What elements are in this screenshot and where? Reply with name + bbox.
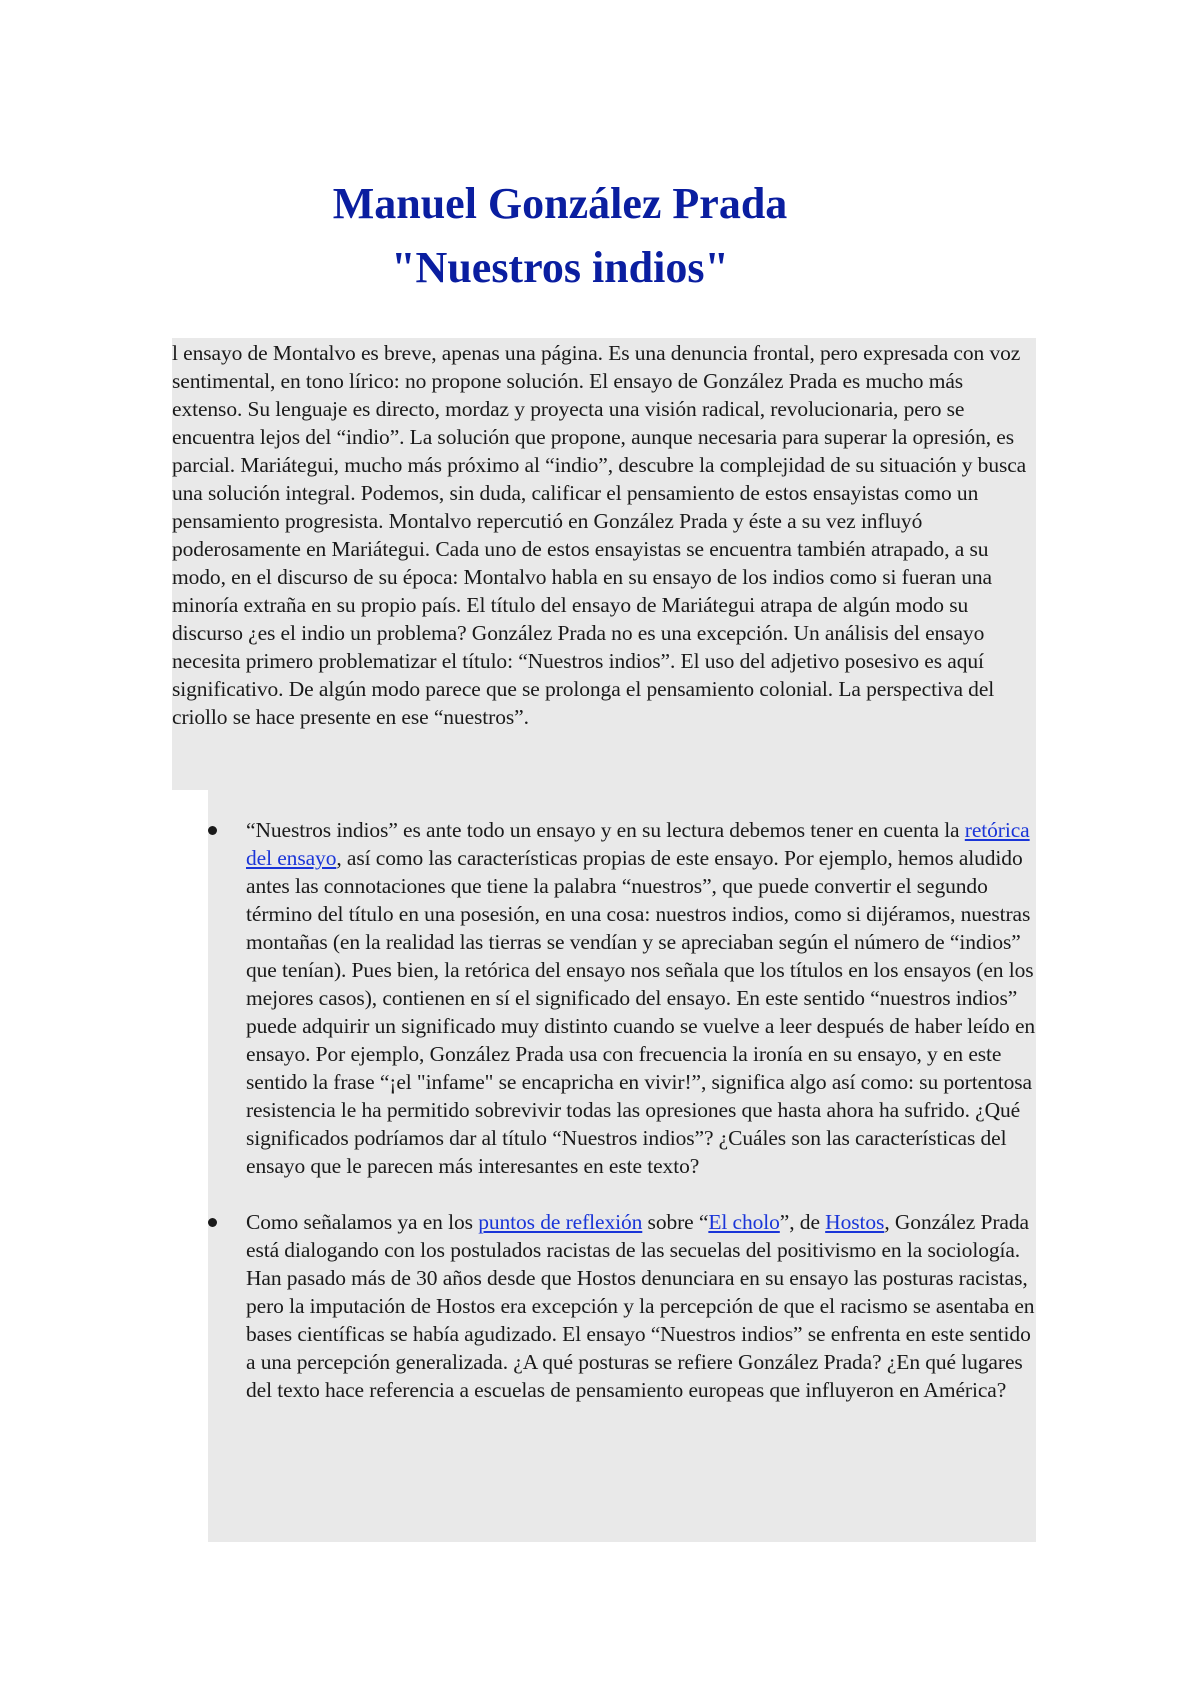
bullet-text-part: ”, de bbox=[779, 1210, 826, 1234]
list-item bbox=[208, 1208, 1038, 1404]
bullet-text-part: , González Prada está dialogando con los postulados racistas de las secuelas del positivismo en la sociología. Han pasado más de 30 años desde que Hostos denunciara en su ensayo las posturas racistas, pero la imputación de Hostos era excepción y la percepción de que el racismo se asentaba en bases científicas se había agudizado. El ensayo “Nuestros indios” se enfrenta en este sentido a una percepción generalizada. ¿A qué posturas se refiere González Prada? ¿En qué lugares del texto hace referencia a escuelas de pensamiento europeas que influyeron en América? bbox=[246, 1210, 1035, 1402]
bullet-text-start: “Nuestros indios” es ante todo un ensayo y en su lectura debemos tener en cuenta la bbox=[246, 818, 965, 842]
bullet-icon bbox=[208, 1218, 217, 1227]
link-puntos-de-reflexion[interactable]: puntos de reflexión bbox=[478, 1210, 643, 1234]
link-hostos[interactable]: Hostos bbox=[825, 1210, 885, 1234]
link-retorica-del-ensayo[interactable]: retórica del ensayo bbox=[246, 818, 1030, 870]
title-line-author: Manuel González Prada bbox=[332, 179, 788, 228]
page-title bbox=[0, 172, 1120, 300]
intro-paragraph: l ensayo de Montalvo es breve, apenas una página. Es una denuncia frontal, pero expresada con voz sentimental, en tono lírico: no propone solución. El ensayo de González Prada es mucho más extenso. Su lenguaje es directo, mordaz y proyecta una visión radical, revolucionaria, pero se encuentra lejos del “indio”. La solución que propone, aunque necesaria para superar la opresión, es parcial. Mariátegui, mucho más próximo al “indio”, descubre la complejidad de su situación y busca una solución integral. Podemos, sin duda, calificar el pensamiento de estos ensayistas como un pensamiento progresista. Montalvo repercutió en González Prada y éste a su vez influyó poderosamente en Mariátegui. Cada uno de estos ensayistas se encuentra también atrapado, a su modo, en el discurso de su época: Montalvo habla en su ensayo de los indios como si fueran una minoría extraña en su propio país. El título del ensayo de Mariátegui atrapa de algún modo su discurso ¿es el indio un problema? González Prada no es una excepción. Un análisis del ensayo necesita primero problematizar el título: “Nuestros indios”. El uso del adjetivo posesivo es aquí significativo. De algún modo parece que se prolonga el pensamiento colonial. La perspectiva del criollo se hace presente en ese “nuestros”. bbox=[172, 341, 1027, 729]
bullet-text-part: sobre “ bbox=[642, 1210, 709, 1234]
bullet-text-part: Como señalamos ya en los bbox=[246, 1210, 479, 1234]
list-item bbox=[208, 816, 1038, 1180]
bullet-text-end: , así como las características propias de este ensayo. Por ejemplo, hemos aludido antes las connotaciones que tiene la palabra “nuestros”, que puede convertir el segundo término del título en una posesión, en una cosa: nuestros indios, como si dijéramos, nuestras montañas (en la realidad las tierras se vendían y se apreciaban según el número de “indios” que tenían). Pues bien, la retórica del ensayo nos señala que los títulos en los ensayos (en los mejores casos), contienen en sí el significado del ensayo. En este sentido “nuestros indios” puede adquirir un significado muy distinto cuando se vuelve a leer después de haber leído en ensayo. Por ejemplo, González Prada usa con frecuencia la ironía en su ensayo, y en este sentido la frase “¡el "infame" se encapricha en vivir!”, significa algo así como: su portentosa resistencia le ha permitido sobrevivir todas las opresiones que hasta ahora ha sufrido. ¿Qué significados podríamos dar al título “Nuestros indios”? ¿Cuáles son las características del ensayo que le parecen más interesantes en este texto? bbox=[246, 846, 1036, 1178]
bullet-icon bbox=[208, 826, 217, 835]
link-el-cholo[interactable]: El cholo bbox=[708, 1210, 780, 1234]
reflection-list bbox=[208, 816, 1038, 1432]
title-line-essay: "Nuestros indios" bbox=[391, 243, 729, 292]
